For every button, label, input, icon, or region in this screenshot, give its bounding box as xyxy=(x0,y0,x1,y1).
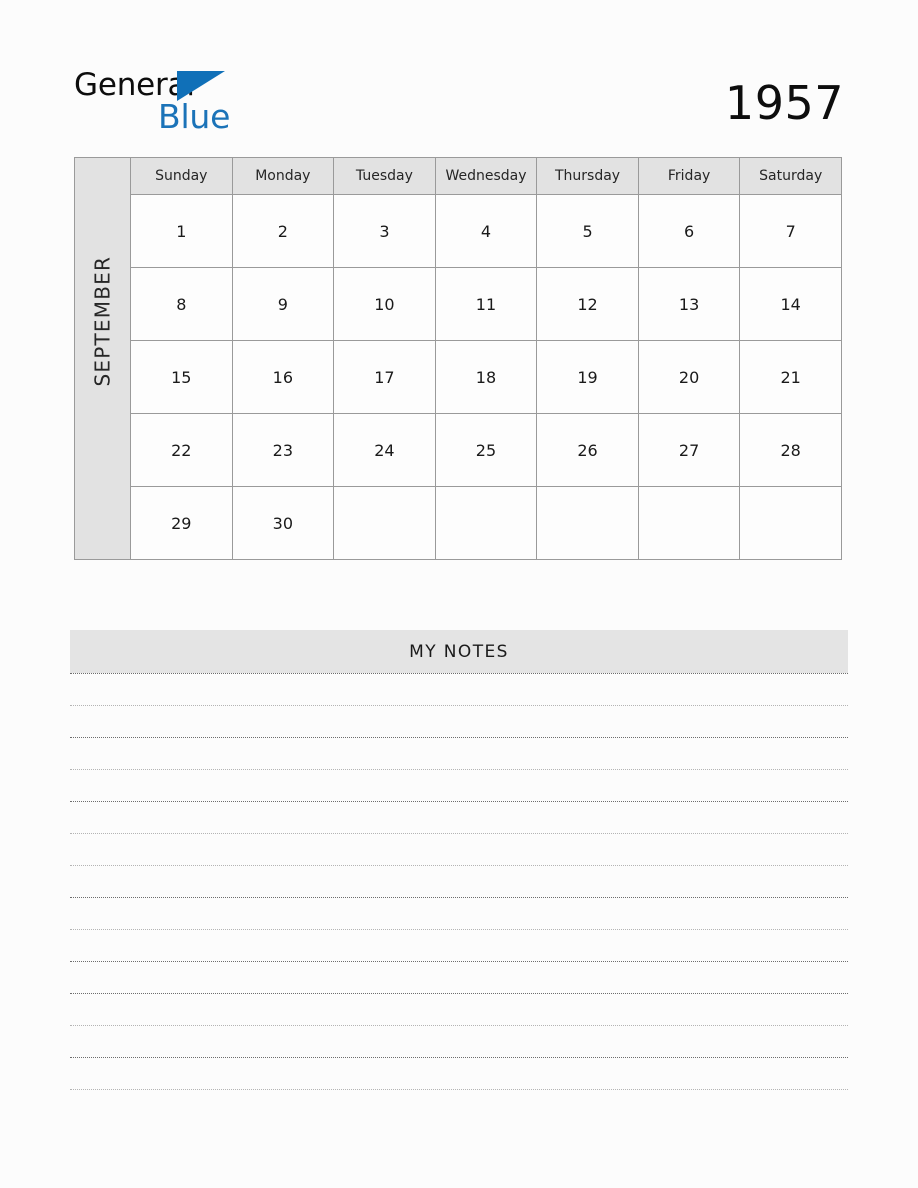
day-cell[interactable]: 6 xyxy=(638,195,740,268)
note-line[interactable] xyxy=(70,897,848,929)
day-header-saturday: Saturday xyxy=(740,158,842,195)
day-header-thursday: Thursday xyxy=(537,158,639,195)
note-line[interactable] xyxy=(70,961,848,993)
page-header xyxy=(0,0,918,155)
day-cell[interactable]: 7 xyxy=(740,195,842,268)
note-line[interactable] xyxy=(70,737,848,769)
brand-name-general: General xyxy=(74,67,195,103)
day-cell[interactable]: 13 xyxy=(638,268,740,341)
calendar-header-row xyxy=(75,158,842,195)
note-line[interactable] xyxy=(70,1057,848,1089)
day-cell[interactable]: 3 xyxy=(334,195,436,268)
day-cell[interactable]: 12 xyxy=(537,268,639,341)
day-header-monday: Monday xyxy=(232,158,334,195)
day-cell[interactable]: 19 xyxy=(537,341,639,414)
calendar-week-row xyxy=(75,268,842,341)
day-cell[interactable]: 28 xyxy=(740,414,842,487)
day-cell[interactable]: 27 xyxy=(638,414,740,487)
day-cell[interactable]: 4 xyxy=(435,195,537,268)
day-cell[interactable]: 1 xyxy=(131,195,233,268)
note-line[interactable] xyxy=(70,929,848,961)
day-cell[interactable]: 5 xyxy=(537,195,639,268)
notes-header xyxy=(70,630,848,673)
notes-title: MY NOTES xyxy=(409,641,509,662)
note-line[interactable] xyxy=(70,769,848,801)
day-cell[interactable]: 24 xyxy=(334,414,436,487)
day-cell[interactable]: 2 xyxy=(232,195,334,268)
day-cell[interactable] xyxy=(435,487,537,560)
day-cell[interactable] xyxy=(740,487,842,560)
day-header-sunday: Sunday xyxy=(131,158,233,195)
day-cell[interactable]: 20 xyxy=(638,341,740,414)
day-cell[interactable]: 21 xyxy=(740,341,842,414)
calendar-week-row xyxy=(75,195,842,268)
day-header-friday: Friday xyxy=(638,158,740,195)
page-title-year: 1957 xyxy=(724,76,844,130)
brand-name-blue: Blue xyxy=(158,97,231,136)
day-header-wednesday: Wednesday xyxy=(435,158,537,195)
note-line[interactable] xyxy=(70,705,848,737)
day-cell[interactable]: 18 xyxy=(435,341,537,414)
day-cell[interactable]: 10 xyxy=(334,268,436,341)
note-line[interactable] xyxy=(70,833,848,865)
month-label: SEPTEMBER xyxy=(90,255,115,386)
note-line[interactable] xyxy=(70,1025,848,1057)
day-cell[interactable] xyxy=(638,487,740,560)
day-cell[interactable]: 17 xyxy=(334,341,436,414)
day-cell[interactable]: 29 xyxy=(131,487,233,560)
note-line[interactable] xyxy=(70,673,848,705)
month-label-cell xyxy=(75,158,131,560)
day-cell[interactable]: 22 xyxy=(131,414,233,487)
day-cell[interactable]: 26 xyxy=(537,414,639,487)
notes-lines-area[interactable] xyxy=(70,673,848,1121)
day-cell[interactable]: 11 xyxy=(435,268,537,341)
note-line[interactable] xyxy=(70,801,848,833)
note-line[interactable] xyxy=(70,1089,848,1121)
day-cell[interactable]: 23 xyxy=(232,414,334,487)
day-cell[interactable] xyxy=(334,487,436,560)
day-cell[interactable]: 30 xyxy=(232,487,334,560)
brand-logo xyxy=(74,66,334,138)
calendar-week-row xyxy=(75,487,842,560)
calendar-table xyxy=(74,157,842,560)
day-cell[interactable]: 25 xyxy=(435,414,537,487)
calendar-week-row xyxy=(75,341,842,414)
day-cell[interactable]: 15 xyxy=(131,341,233,414)
day-cell[interactable]: 8 xyxy=(131,268,233,341)
note-line[interactable] xyxy=(70,993,848,1025)
day-cell[interactable]: 14 xyxy=(740,268,842,341)
calendar-body xyxy=(75,158,842,560)
day-header-tuesday: Tuesday xyxy=(334,158,436,195)
calendar-week-row xyxy=(75,414,842,487)
day-cell[interactable] xyxy=(537,487,639,560)
day-cell[interactable]: 9 xyxy=(232,268,334,341)
note-line[interactable] xyxy=(70,865,848,897)
day-cell[interactable]: 16 xyxy=(232,341,334,414)
notes-section xyxy=(70,630,848,1121)
